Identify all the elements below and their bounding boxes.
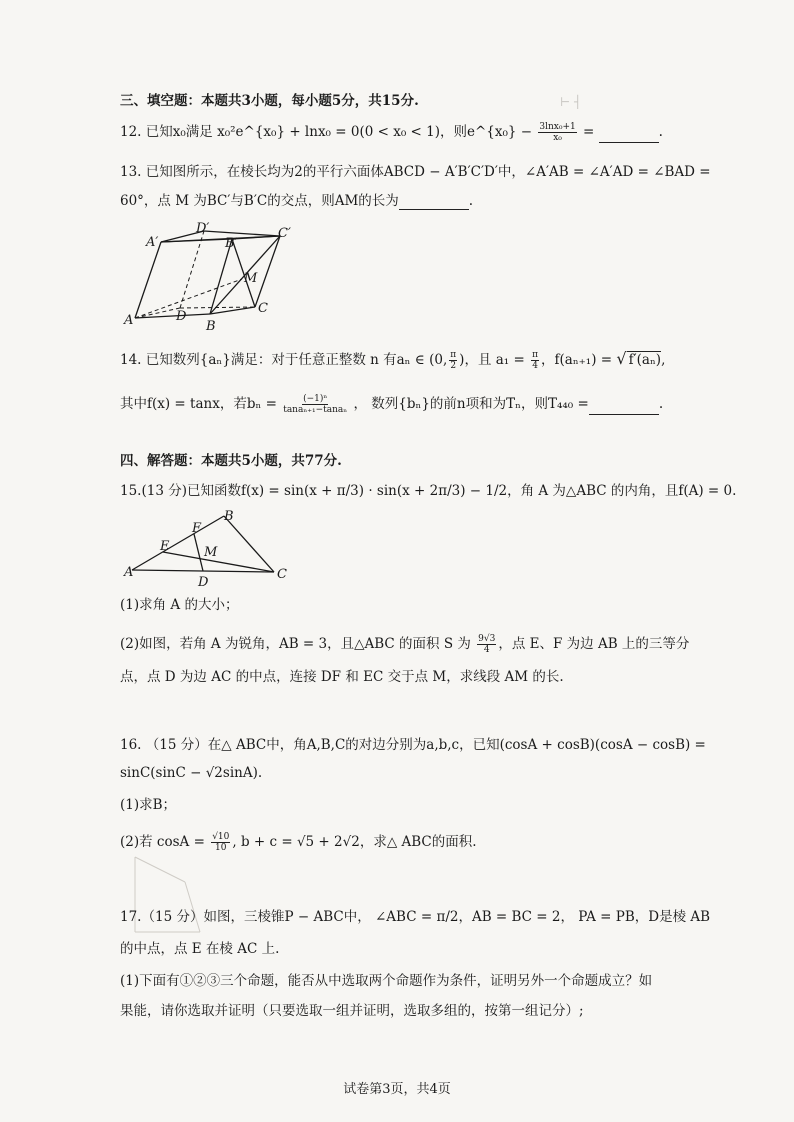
q16-part2-b: , b + c = √5 + 2√2，求△ ABC的面积. [232, 834, 477, 850]
question-12 [120, 122, 663, 143]
q14-number: 14. [120, 352, 142, 368]
question-13-line1 [120, 163, 711, 181]
q14-two: 2 [450, 361, 457, 371]
question-16-line1 [120, 736, 706, 754]
q13-number: 13. [120, 164, 142, 180]
q12-frac-num: 3lnx₀+1 [539, 122, 576, 132]
q15-label-C: C [277, 567, 287, 582]
segment-EC [163, 552, 274, 572]
q15-part2-b: ，点 E、F 为边 AB 上的三等分 [498, 636, 690, 652]
question-17-line1 [120, 908, 710, 926]
q15-area-frac [477, 634, 496, 655]
hidden-edge-DD1 [180, 231, 204, 308]
q13-line1: 已知图所示，在棱长均为2的平行六面体ABCD − A′B′C′D′中，∠A′AB = ∠A′AD = ∠BAD = [145, 164, 711, 180]
segment-FD [194, 534, 203, 571]
question-14-line2 [120, 394, 663, 415]
q15-area-num: 9√3 [478, 634, 496, 644]
q14-bn-den: tanaₙ₊₁−tanaₙ [283, 405, 348, 415]
q13-parallelepiped-figure [124, 221, 304, 334]
edge-AA1 [135, 242, 161, 318]
q15-label-M: M [204, 545, 218, 560]
q17-number: 17. [120, 909, 142, 925]
q16-line1: 在△ ABC中，角A,B,C的对边分别为a,b,c，已知(cosA + cosB)(cosA − cosB) = [207, 737, 706, 753]
q15-label-F: F [192, 521, 202, 536]
question-15-line1 [120, 482, 736, 500]
q13-label-C: C [258, 301, 268, 316]
q16-part2-a: (2)若 cosA = [120, 834, 205, 850]
bleed-through-text: ⊢ ┤ [560, 95, 582, 109]
q14-line1-c: ，f(aₙ₊₁) = [541, 352, 613, 368]
q12-text-b: = [583, 124, 595, 140]
hidden-edge-DC [180, 307, 255, 308]
question-13-line2 [120, 192, 473, 210]
q16-cos-den: 10 [215, 843, 227, 853]
q12-end: . [658, 124, 663, 140]
side-BC [224, 516, 274, 572]
question-14-line1 [120, 350, 665, 371]
q16-number: 16. [120, 737, 142, 753]
bleed-through-sketch [125, 852, 215, 942]
q14-line1-end: , [661, 352, 666, 368]
q16-score: （15 分） [145, 737, 208, 753]
q13-label-B: B [206, 319, 216, 334]
q13-answer-blank[interactable] [399, 209, 469, 210]
q17-part1-line1: (1)下面有①②③三个命题，能否从中选取两个命题作为条件，证明另外一个命题成立？如 [120, 973, 653, 989]
q13-label-D1: D′ [196, 221, 210, 236]
q13-label-D: D [176, 309, 187, 324]
q16-part1: (1)求B； [120, 797, 177, 813]
q14-answer-blank[interactable] [589, 414, 659, 415]
q15-part2-line2: 点，点 D 为边 AC 的中点，连接 DF 和 EC 交于点 M，求线段 AM 的长. [120, 669, 564, 685]
q13-label-B1: B′ [225, 236, 238, 251]
question-17-line2: 的中点，点 E 在棱 AC 上. [120, 941, 280, 957]
q14-line1-b: )，且 a₁ = [459, 352, 525, 368]
q14-line2-a: 其中f(x) = tanx，若bₙ = [120, 396, 277, 412]
q17-line1: 如图，三棱锥P − ABC中， ∠ABC = π/2，AB = BC = 2， PA = PB，D是棱 AB [203, 909, 711, 925]
q14-line1-a: 已知数列{aₙ}满足：对于任意正整数 n 有aₙ ∈ (0, [145, 352, 448, 368]
q14-a1-num: π [532, 350, 539, 360]
q13-end: . [468, 193, 474, 209]
q15-part2-line1 [120, 634, 689, 655]
q15-line1: 已知函数f(x) = sin(x + π/3) · sin(x + 2π/3) − 1/2，角 A 为△ABC 的内角，且f(A) = 0. [187, 483, 737, 499]
page-footer: 试卷第3页，共4页 [343, 1082, 451, 1097]
section-3-heading: 三、填空题：本题共3小题，每小题5分，共15分. [120, 93, 419, 109]
q14-sqrt-content: f′(aₙ) [628, 352, 662, 368]
q16-part2 [120, 832, 477, 853]
q15-area-den: 4 [483, 645, 490, 655]
q13-label-M: M [244, 271, 258, 286]
edge-CC1 [255, 236, 280, 307]
edge-BC [210, 307, 255, 314]
q13-label-A1: A′ [146, 235, 159, 250]
q17-part1-line2: 果能，请你选取并证明（只要选取一组并证明，选取多组的，按第一组记分）; [120, 1003, 584, 1019]
q16-cos-frac [211, 832, 230, 853]
q12-fraction [538, 122, 576, 143]
q15-part2-a: (2)如图，若角 A 为锐角，AB = 3，且△ABC 的面积 S 为 [120, 636, 471, 652]
q12-answer-blank[interactable] [599, 142, 659, 143]
q15-label-B: B [224, 509, 234, 524]
q14-bn-num: (−1)ⁿ [303, 394, 328, 404]
q13-line2: 60°，点 M 为BC′与B′C的交点，则AM的长为 [120, 193, 399, 209]
section-4-heading: 四、解答题：本题共5小题，共77分. [120, 453, 342, 469]
q15-score: (13 分) [141, 483, 187, 499]
q17-score: （15 分） [141, 909, 204, 925]
edge-D1C1 [204, 231, 280, 236]
q14-pi: π [450, 350, 457, 360]
q15-label-D: D [198, 575, 209, 590]
q15-triangle-figure [124, 508, 304, 588]
q14-end: . [658, 396, 664, 412]
q15-number: 15. [120, 483, 142, 499]
q14-bn-frac [283, 394, 347, 415]
q12-text-a: 已知x₀满足 x₀²e^{x₀} + lnx₀ = 0(0 < x₀ < 1)，则e^{x₀} − [145, 124, 533, 140]
q15-label-E: E [160, 539, 170, 554]
q14-sqrt-sign: √ [616, 349, 627, 368]
side-AB [132, 516, 224, 570]
q13-label-A: A [124, 313, 134, 328]
edge-AB [135, 314, 210, 318]
q15-part1: (1)求角 A 的大小； [120, 597, 239, 613]
q12-number: 12. [120, 124, 142, 140]
q14-a1-den: 4 [532, 361, 538, 371]
question-16-line2: sinC(sinC − √2sinA). [120, 765, 263, 781]
q14-line2-b: ， 数列{bₙ}的前n项和为Tₙ，则T₄₄₀ = [353, 396, 589, 412]
q12-frac-den: x₀ [553, 133, 562, 143]
q14-a1-frac [531, 350, 539, 371]
q16-cos-num: √10 [212, 832, 230, 842]
q13-label-C1: C′ [278, 226, 291, 241]
q15-label-A: A [124, 565, 134, 580]
q14-pi-over-2 [449, 350, 457, 371]
